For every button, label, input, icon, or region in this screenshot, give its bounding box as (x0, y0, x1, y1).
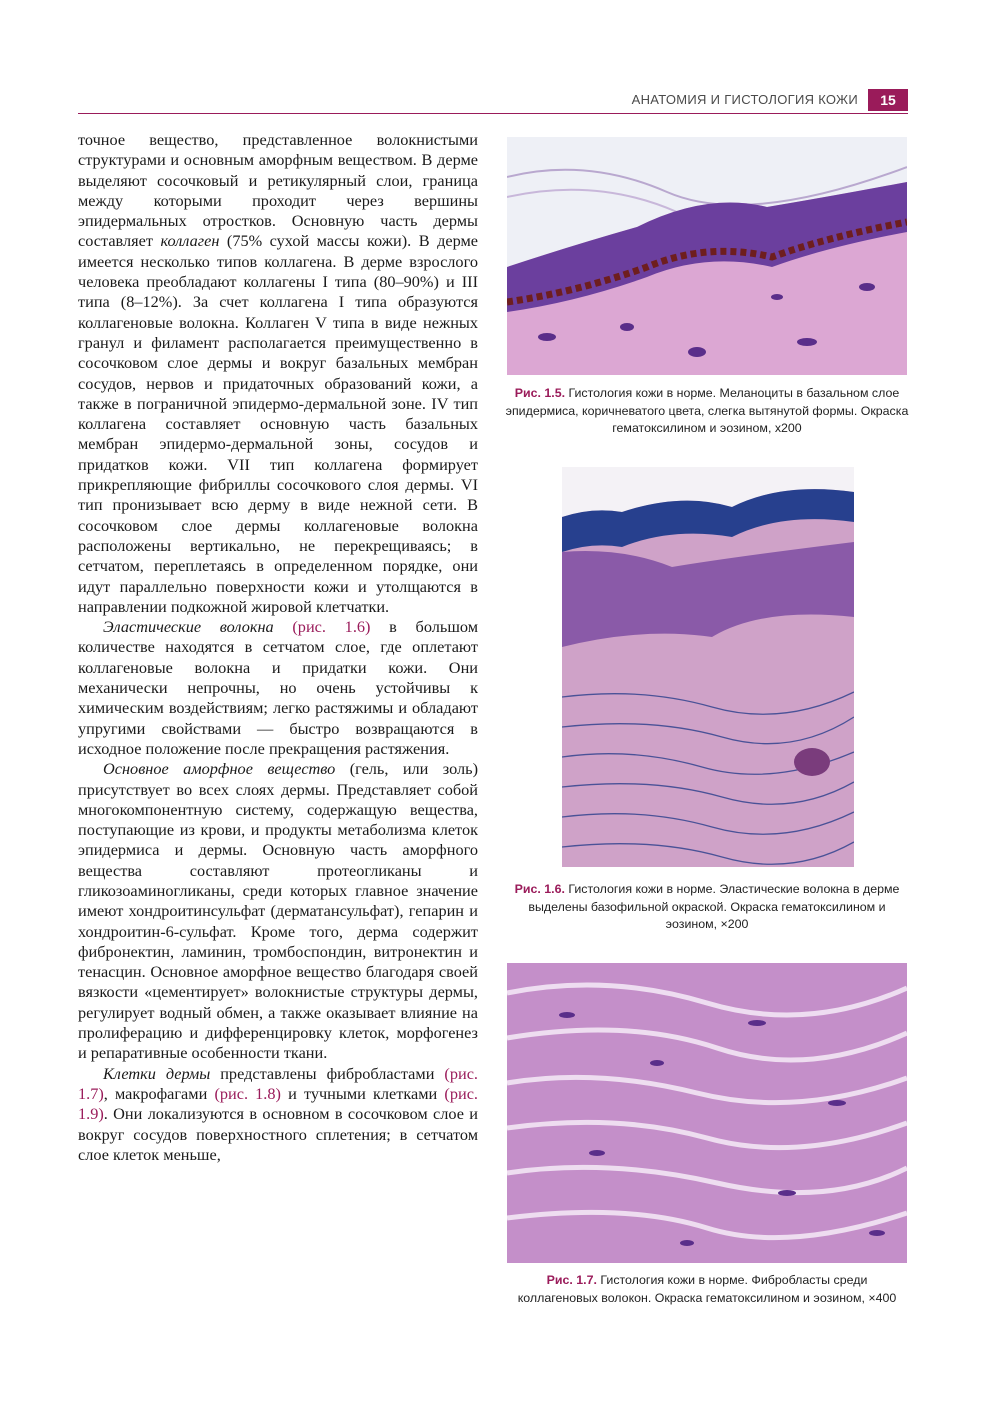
section-title: АНАТОМИЯ И ГИСТОЛОГИЯ КОЖИ (631, 92, 858, 107)
figure-ref-1-9[interactable]: (рис. 1.9) (78, 1083, 478, 1124)
paragraph-dermal-cells: Клетки дермы представлены фибробластами (рис. 1.7), макрофагами (рис. 1.8) и тучными клетками (рис. 1.9). Они локализуются в основном в сосочковом слое и вокруг сосудов поверхностного сплетения; в сетчатом слое клеток меньше, (78, 1063, 478, 1164)
term-elastic-fibers: Эластические волокна (103, 617, 274, 637)
term-ground-substance: Основное аморфное вещество (103, 759, 336, 779)
running-header (78, 89, 908, 114)
figure-1-7-caption: Рис. 1.7. Гистология кожи в норме. Фибробласты среди коллагеновых волокон. Окраска гематоксилином и эозином, ×400 (517, 1273, 897, 1305)
figure-label: Рис. 1.7. (546, 1273, 597, 1287)
page-number: 15 (868, 89, 908, 111)
paragraph-collagen: точное вещество, представленное волокнистыми структурами и основным аморфным веществом. В дерме выделяют сосочковый и ретикулярный слои, граница между которыми проходит через вершины эпидермальных отростков. Основную часть дермы составляет коллаген (75% сухой массы кожи). В дерме имеется несколько типов коллагена. В дерме взрослого человека преобладают коллагены I типа (80–90%) и III типа (8–12%). За счет коллагена I типа образуются коллагеновые волокна. Коллаген V типа в виде нежных гранул и филамент располагается преимущественно в сосочковом слое дермы и вокруг базальных мембран сосудов, нервов и придаточных образований кожи, а также в пограничной эпидермо-дермальной зоне. IV тип коллагена составляет основную часть базальных мембран эпидермо-дермальной зоны, сосудов и придатков кожи. VII тип коллагена формирует прикрепляющие фибриллы сосочкового слоя дермы. VI тип пронизывает всю дерму в виде нежной сети. В сосочковом слое дермы коллагеновые волокна расположены вертикально, не перекрещиваясь; в сетчатом, переплетаясь в определенном порядке, они идут параллельно поверхности кожи и утолщаются в направлении подкожной жировой клетчатки. (78, 130, 478, 616)
figure-1-6-caption: Рис. 1.6. Гистология кожи в норме. Эластические волокна в дерме выделены базофильной окраской. Окраска гематоксилином и эозином, ×200 (514, 882, 900, 931)
main-text-column (78, 130, 478, 1165)
figure-label: Рис. 1.6. (514, 882, 565, 896)
figure-1-5-caption: Рис. 1.5. Гистология кожи в норме. Меланоциты в базальном слое эпидермиса, коричневатого цвета, слегка вытянутой формы. Окраска гематоксилином и эозином, х200 (505, 386, 909, 435)
paragraph-elastic-fibers: Эластические волокна (рис. 1.6) в большом количестве находятся в сетчатом слое, где оплетают коллагеновые волокна и придатки кожи. Они механически непрочны, но очень устойчивы к химическим воздействиям; легко растяжимы и обладают упругими свойствами — быстро возвращаются в исходное положение после прекращения растяжения. (78, 617, 478, 758)
figure-1-6-image (562, 467, 854, 867)
figure-ref-1-7[interactable]: (рис. 1.7) (78, 1063, 478, 1103)
figure-ref-1-6[interactable]: (рис. 1.6) (292, 617, 371, 637)
term-collagen: коллаген (160, 231, 220, 251)
figure-1-5-image (507, 137, 907, 375)
figure-ref-1-8[interactable]: (рис. 1.8) (214, 1083, 281, 1103)
figure-1-7-image (507, 963, 907, 1263)
figure-label: Рис. 1.5. (514, 386, 566, 400)
term-dermal-cells: Клетки дермы (103, 1063, 211, 1083)
paragraph-ground-substance: Основное аморфное вещество (гель, или золь) присутствует во всех слоях дермы. Представляет собой многокомпонентную систему, содержащую вещества, поступающие из крови, и продукты метаболизма клеток эпидермиса и дермы. Основную часть аморфного вещества составляют протеогликаны и гликозоаминогликаны, среди которых главное значение имеют хондроитинсульфат (дерматансульфат), гепарин и хондроитин-6-сульфат. Кроме того, дерма содержит фибронектин, ламинин, тромбоспондин, витронектин и тенасцин. Основное аморфное вещество благодаря своей вязкости «цементирует» волокнистые структуры дермы, регулирует водный обмен, а также оказывает влияние на пролиферацию и дифференцировку клеток, морфогенез и репаративные особенности ткани. (78, 759, 478, 1063)
